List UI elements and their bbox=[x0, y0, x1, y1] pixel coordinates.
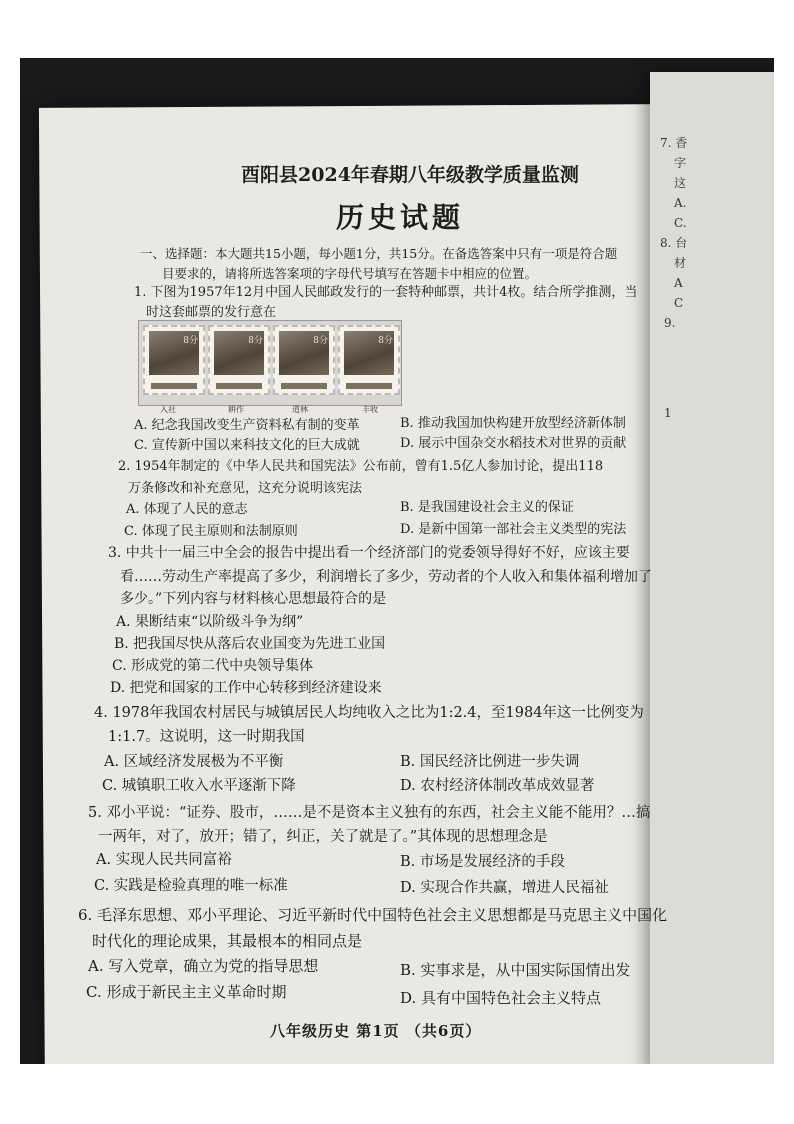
option-d: D. 实现合作共赢，增进人民福祉 bbox=[400, 880, 609, 896]
option-b: B. 市场是发展经济的手段 bbox=[400, 854, 565, 870]
option-d: D. 具有中国特色社会主义特点 bbox=[400, 989, 602, 1007]
question-4-line: 1:1.7。这说明，这一时期我国 bbox=[108, 729, 305, 745]
option-d: D. 把党和国家的工作中心转移到经济建设来 bbox=[110, 680, 382, 696]
stamp-image: 8分 bbox=[338, 325, 400, 395]
side-fragment: 7. 香 bbox=[660, 136, 688, 150]
question-1-line: 时这套邮票的发行意在 bbox=[146, 305, 277, 320]
option-a: A. 实现人民共同富裕 bbox=[96, 852, 232, 868]
question-3-line: 看……劳动生产率提高了多少，利润增长了多少，劳动者的个人收入和集体福利增加了 bbox=[120, 569, 652, 585]
option-b: B. 推动我国加快构建开放型经济新体制 bbox=[400, 416, 626, 431]
option-a: A. 区域经济发展极为不平衡 bbox=[104, 754, 284, 770]
stamp-image: 8分 bbox=[208, 325, 270, 395]
section-intro bbox=[140, 244, 660, 284]
option-c: C. 形成党的第二代中央领导集体 bbox=[112, 658, 314, 674]
question-5-line: 一两年，对了，放开；错了，纠正，关了就是了。”其体现的思想理念是 bbox=[98, 829, 548, 845]
question-1-line: 1. 下图为1957年12月中国人民邮政发行的一套特种邮票，共计4枚。结合所学推测，当 bbox=[134, 285, 638, 300]
question-6-line: 6. 毛泽东思想、邓小平理论、习近平新时代中国特色社会主义思想都是马克思主义中国化 bbox=[78, 906, 668, 924]
side-fragment: 材 bbox=[674, 256, 687, 270]
option-a: A. 果断结束“以阶级斗争为纲” bbox=[116, 614, 304, 630]
question-2-line: 万条修改和补充意见，这充分说明该宪法 bbox=[128, 481, 363, 496]
stamp-image: 8分 bbox=[273, 325, 335, 395]
option-d: D. 是新中国第一部社会主义类型的宪法 bbox=[400, 522, 627, 537]
adjacent-page bbox=[650, 72, 774, 1064]
option-a: A. 写入党章，确立为党的指导思想 bbox=[88, 957, 319, 975]
side-fragment: 1 bbox=[664, 406, 672, 420]
option-b: B. 把我国尽快从落后农业国变为先进工业国 bbox=[114, 636, 386, 652]
section-intro-line: 一、选择题：本大题共15小题，每小题1分，共15分。在备选答案中只有一项是符合题 bbox=[140, 246, 618, 261]
option-c: C. 实践是检验真理的唯一标准 bbox=[94, 878, 288, 894]
question-4-line: 4. 1978年我国农村居民与城镇居民人均纯收入之比为1:2.4，至1984年这一比例变为 bbox=[94, 705, 644, 721]
side-fragment: A bbox=[674, 276, 683, 290]
question-2-line: 2. 1954年制定的《中华人民共和国宪法》公布前，曾有1.5亿人参加讨论，提出118 bbox=[118, 459, 604, 474]
side-fragment: C. bbox=[674, 216, 687, 230]
side-fragment: 9. bbox=[664, 316, 676, 330]
stamp-label: 道林 bbox=[292, 405, 308, 414]
side-fragment: 这 bbox=[674, 176, 687, 190]
side-fragment: C bbox=[674, 296, 684, 310]
option-a: A. 体现了人民的意志 bbox=[126, 502, 248, 517]
option-c: C. 体现了民主原则和法制原则 bbox=[124, 524, 298, 539]
option-b: B. 是我国建设社会主义的保证 bbox=[400, 500, 574, 515]
question-5-line: 5. 邓小平说：“证券、股市，……是不是资本主义独有的东西，社会主义能不能用？…搞 bbox=[88, 805, 651, 821]
question-6-line: 时代化的理论成果，其最根本的相同点是 bbox=[92, 932, 363, 950]
question-3-line: 3. 中共十一届三中全会的报告中提出看一个经济部门的党委领导得好不好，应该主要 bbox=[108, 545, 630, 561]
question-3-line: 多少。”下列内容与材料核心思想最符合的是 bbox=[120, 591, 387, 607]
stamp-label: 入社 bbox=[160, 405, 176, 414]
stamp-label: 丰收 bbox=[362, 405, 378, 414]
section-intro-line: 目要求的，请将所选答案项的字母代号填写在答题卡中相应的位置。 bbox=[162, 266, 538, 281]
exam-subtitle: 历史试题 bbox=[335, 201, 464, 234]
stamp-label: 耕作 bbox=[228, 405, 244, 414]
side-fragment: 字 bbox=[674, 156, 687, 170]
page-footer: 八年级历史 第1页 （共6页） bbox=[270, 1022, 482, 1040]
option-b: B. 实事求是，从中国实际国情出发 bbox=[400, 961, 631, 979]
stamp-sheet bbox=[138, 320, 402, 406]
option-d: D. 展示中国杂交水稻技术对世界的贡献 bbox=[400, 436, 627, 451]
option-d: D. 农村经济体制改革成效显著 bbox=[400, 778, 595, 794]
option-c: C. 城镇职工收入水平逐渐下降 bbox=[102, 778, 296, 794]
stamp-image: 8分 bbox=[143, 325, 205, 395]
option-c: C. 形成于新民主主义革命时期 bbox=[86, 983, 287, 1001]
option-a: A. 纪念我国改变生产资料私有制的变革 bbox=[134, 418, 360, 433]
side-fragment: A. bbox=[674, 196, 687, 210]
option-b: B. 国民经济比例进一步失调 bbox=[400, 754, 580, 770]
exam-title: 酉阳县2024年春期八年级教学质量监测 bbox=[241, 164, 579, 186]
option-c: C. 宣传新中国以来科技文化的巨大成就 bbox=[134, 438, 360, 453]
side-fragment: 8. 台 bbox=[660, 236, 688, 250]
